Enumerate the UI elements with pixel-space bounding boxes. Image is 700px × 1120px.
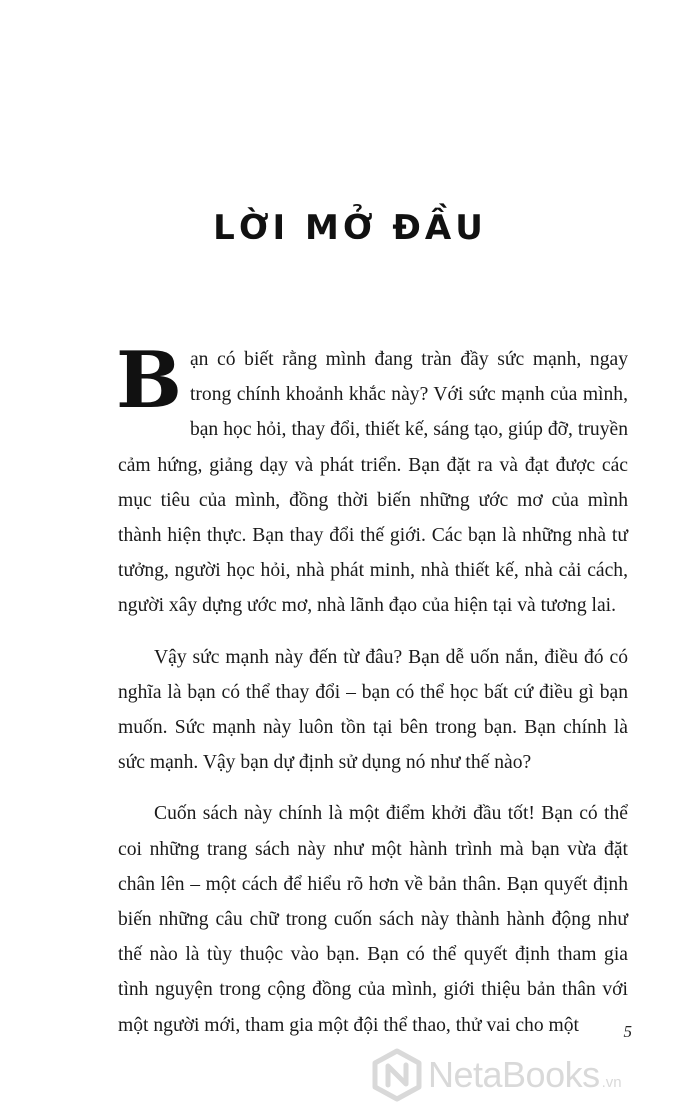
paragraph-2: Vậy sức mạnh này đến từ đâu? Bạn dễ uốn nắn, điều đó có nghĩa là bạn có thể thay đổi – bạn có thể học bất cứ điều gì bạn muốn. Sức mạnh này luôn tồn tại bên trong bạn. Bạn chính là sức mạnh. Vậy bạn dự định sử dụng nó như thế nào? — [118, 646, 628, 774]
paragraph-1-text: ạn có biết rằng mình đang tràn đầy sức mạnh, ngay trong chính khoảnh khắc này? Với sức mạnh của mình, bạn học hỏi, thay đổi, thiết kế, sáng tạo, giúp đỡ, truyền cảm hứng, giảng dạy và phát triển. Bạn đặt ra và đạt được các mục tiêu của mình, đồng thời biến những ước mơ của mình thành hiện thực. Bạn thay đổi thế giới. Các bạn là những nhà tư tưởng, người học hỏi, nhà phát minh, nhà thiết kế, nhà cải cách, người xây dựng ước mơ, nhà lãnh đạo của hiện tại và tương lai. — [118, 349, 628, 617]
watermark — [370, 1046, 692, 1104]
watermark-brand: NetaBooks — [428, 1054, 600, 1095]
page-number: 5 — [623, 1022, 632, 1041]
chapter-title: LỜI MỞ ĐẦU — [213, 208, 487, 248]
paragraph-1 — [116, 335, 628, 624]
body-text — [116, 335, 628, 1059]
netabooks-logo-icon — [370, 1048, 424, 1102]
paragraph-3: Cuốn sách này chính là một điểm khởi đầu tốt! Bạn có thể coi những trang sách này như một hành trình mà bạn vừa đặt chân lên – một cách để hiểu rõ hơn về bản thân. Bạn quyết định biến những câu chữ trong cuốn sách này thành hành động như thế nào là tùy thuộc vào bạn. Bạn có thể quyết định tham gia tình nguyện trong cộng đồng của mình, giới thiệu bản thân với một người mới, tham gia một đội thể thao, thử vai cho một — [118, 803, 628, 1036]
drop-cap: B — [116, 335, 182, 426]
watermark-suffix: .vn — [601, 1073, 622, 1091]
